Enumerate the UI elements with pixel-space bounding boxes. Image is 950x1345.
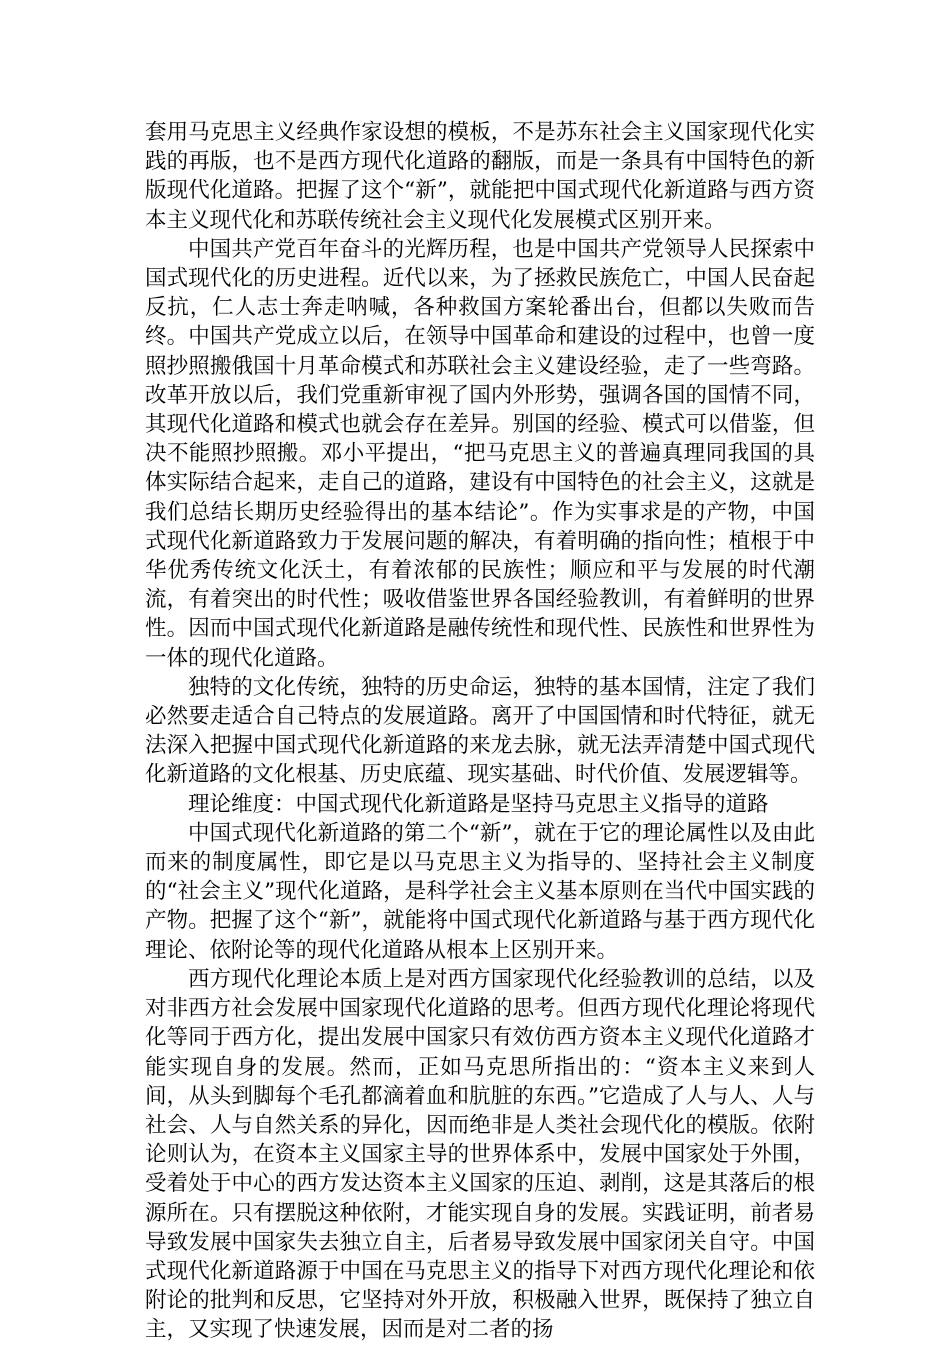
section-heading-theory: 理论维度：中国式现代化新道路是坚持马克思主义指导的道路 (188, 791, 769, 817)
paragraph-continuation: 套用马克思主义经典作家设想的模板，不是苏东社会主义国家现代化实践的再版，也不是西方现代化道路的翻版，而是一条具有中国特色的新版现代化道路。把握了这个“新”，就能把中国式现代化新道路与西方资本主义现代化和苏联传统社会主义现代化发展模式区别开来。 (145, 120, 815, 233)
paragraph-cpc-history: 中国共产党百年奋斗的光辉历程，也是中国共产党领导人民探索中国式现代化的历史进程。近代以来，为了拯救民族危亡，中国人民奋起反抗，仁人志士奔走呐喊，各种救国方案轮番出台，但都以失败而告终。中国共产党成立以后，在领导中国革命和建设的过程中，也曾一度照抄照搬俄国十月革命模式和苏联社会主义建设经验，走了一些弯路。改革开放以后，我们党重新审视了国内外形势，强调各国的国情不同，其现代化道路和模式也就会存在差异。别国的经验、模式可以借鉴，但决不能照抄照搬。邓小平提出，“把马克思主义的普遍真理同我国的具体实际结合起来，走自己的道路，建设有中国特色的社会主义，这就是我们总结长期历史经验得出的基本结论”。作为实事求是的产物，中国式现代化新道路致力于发展问题的解决，有着明确的指向性；植根于中华优秀传统文化沃土，有着浓郁的民族性；顺应和平与发展的时代潮流，有着突出的时代性；吸收借鉴世界各国经验教训，有着鲜明的世界性。因而中国式现代化新道路是融传统性和现代性、民族性和世界性为一体的现代化道路。 (145, 236, 815, 671)
document-body (145, 118, 815, 1345)
paragraph-second-new: 中国式现代化新道路的第二个“新”，就在于它的理论属性以及由此而来的制度属性，即它是以马克思主义为指导的、坚持社会主义制度的“社会主义”现代化道路，是科学社会主义基本原则在当代中国实践的产物。把握了这个“新”，就能将中国式现代化新道路与基于西方现代化理论、依附论等的现代化道路从根本上区别开来。 (145, 820, 815, 963)
paragraph-national-conditions: 独特的文化传统，独特的历史命运，独特的基本国情，注定了我们必然要走适合自己特点的发展道路。离开了中国国情和时代特征，就无法深入把握中国式现代化新道路的来龙去脉，就无法弄清楚中国式现代化新道路的文化根基、历史底蕴、现实基础、时代价值、发展逻辑等。 (145, 674, 815, 788)
paragraph-western-theory: 西方现代化理论本质上是对西方国家现代化经验教训的总结，以及对非西方社会发展中国家现代化道路的思考。但西方现代化理论将现代化等同于西方化，提出发展中国家只有效仿西方资本主义现代化道路才能实现自身的发展。然而，正如马克思所指出的：“资本主义来到人间，从头到脚每个毛孔都滴着血和肮脏的东西。”它造成了人与人、人与社会、人与自然关系的异化，因而绝非是人类社会现代化的模版。依附论则认为，在资本主义国家主导的世界体系中，发展中国家处于外围，受着处于中心的西方发达资本主义国家的压迫、剥削，这是其落后的根源所在。只有摆脱这种依附，才能实现自身的发展。实践证明，前者易导致发展中国家失去独立自主，后者易导致发展中国家闭关自守。中国式现代化新道路源于中国在马克思主义的指导下对西方现代化理论和依附论的批判和反思，它坚持对外开放，积极融入世界，既保持了独立自主，又实现了快速发展，因而是对二者的扬 (145, 966, 815, 1343)
